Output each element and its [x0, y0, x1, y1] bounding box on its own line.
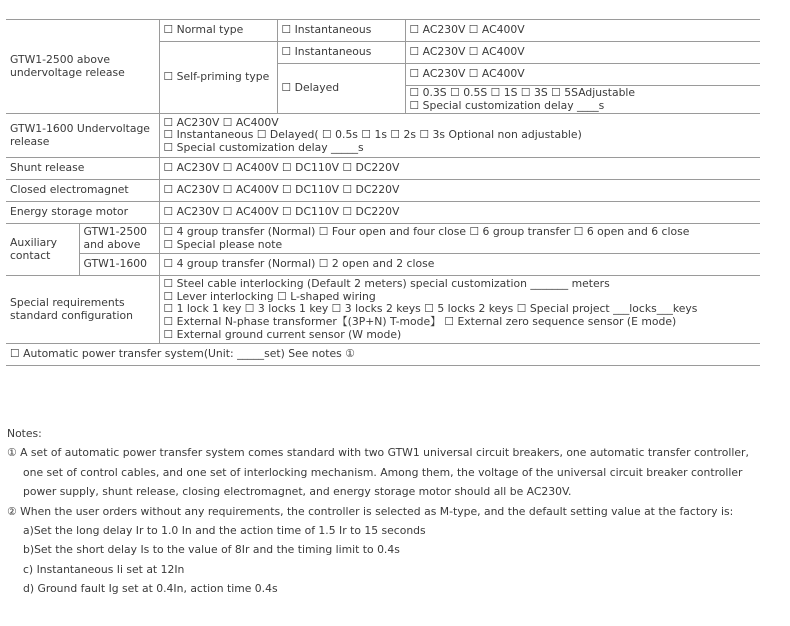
automatic-power-transfer-option[interactable]: ☐ Automatic power transfer system(Unit: _____set) See notes ① [6, 344, 760, 366]
delay-custom[interactable]: ☐ Special customization delay ____s [409, 98, 605, 112]
special-requirements-options [159, 276, 760, 344]
normal-type-checkbox[interactable]: ☐ Normal type [159, 20, 277, 42]
special-line[interactable]: ☐ 1 lock 1 key ☐ 3 locks 1 key ☐ 3 locks 2 keys ☐ 5 locks 2 keys ☐ Special project ___locks___keys [163, 302, 698, 316]
self-priming-delayed-checkbox[interactable]: ☐ Delayed [277, 64, 405, 114]
closed-electromagnet-label: Closed electromagnet [6, 180, 159, 202]
row-gtw1600 [6, 114, 760, 158]
auxiliary-2500-line2[interactable]: ☐ Special please note [163, 237, 283, 251]
special-line[interactable]: ☐ External ground current sensor (W mode) [163, 327, 402, 341]
auxiliary-model-2500: GTW1-2500 and above [79, 224, 159, 254]
auxiliary-2500-options [159, 224, 760, 254]
normal-voltage-options[interactable]: ☐ AC230V ☐ AC400V [405, 20, 760, 42]
self-priming-delay-voltage[interactable]: ☐ AC230V ☐ AC400V [405, 64, 760, 86]
delay-times[interactable]: ☐ 0.3S ☐ 0.5S ☐ 1S ☐ 3S ☐ 5SAdjustable [409, 86, 636, 99]
normal-instantaneous-checkbox[interactable]: ☐ Instantaneous [277, 20, 405, 42]
auxiliary-contact-label: Auxiliary contact [6, 224, 79, 276]
self-priming-type-checkbox[interactable]: ☐ Self-priming type [159, 42, 277, 114]
auxiliary-1600-options[interactable]: ☐ 4 group transfer (Normal) ☐ 2 open and 2 close [159, 254, 760, 276]
special-requirements-label: Special requirements standard configuration [6, 276, 159, 344]
self-priming-inst-voltage[interactable]: ☐ AC230V ☐ AC400V [405, 42, 760, 64]
delay-time-options [405, 86, 760, 114]
row-closed-electromagnet [6, 180, 760, 202]
note-1-line-3: power supply, shunt release, closing electromagnet, and energy storage motor should all be AC230V. [23, 485, 572, 499]
special-line[interactable]: ☐ Lever interlocking ☐ L-shaped wiring [163, 289, 376, 303]
gtw2500-label: GTW1-2500 above undervoltage release [6, 20, 159, 114]
note-2-line-1: ② When the user orders without any requirements, the controller is selected as M-type, and the default setting value at the factory is: [7, 504, 734, 518]
row-shunt-release [6, 158, 760, 180]
special-line[interactable]: ☐ Steel cable interlocking (Default 2 meters) special customization _______ meters [163, 277, 610, 291]
row-automatic-power-transfer [6, 344, 760, 366]
gtw1600-label: GTW1-1600 Undervoltage release [6, 114, 159, 158]
notes-section [7, 424, 767, 599]
auxiliary-2500-line1[interactable]: ☐ 4 group transfer (Normal) ☐ Four open and four close ☐ 6 group transfer ☐ 6 open and 6 close [163, 225, 690, 239]
row-auxiliary-1600 [6, 254, 760, 276]
notes-title: Notes: [7, 427, 42, 440]
gtw1600-mode[interactable]: ☐ Instantaneous ☐ Delayed( ☐ 0.5s ☐ 1s ☐ 2s ☐ 3s Optional non adjustable) [163, 128, 582, 142]
energy-storage-motor-options[interactable]: ☐ AC230V ☐ AC400V ☐ DC110V ☐ DC220V [159, 202, 760, 224]
row-auxiliary-2500 [6, 224, 760, 254]
row-energy-storage-motor [6, 202, 760, 224]
gtw1600-options [159, 114, 760, 158]
special-line[interactable]: ☐ External N-phase transformer【(3P+N) T-mode】 ☐ External zero sequence sensor (E mode) [163, 314, 677, 328]
note-1-line-2: one set of control cables, and one set of interlocking mechanism. Among them, the voltage of the universal circuit breaker controller [23, 465, 743, 479]
energy-storage-motor-label: Energy storage motor [6, 202, 159, 224]
note-2-item-d: d) Ground fault Ig set at 0.4In, action time 0.4s [23, 582, 278, 596]
row-special-requirements [6, 276, 760, 344]
gtw1600-voltage[interactable]: ☐ AC230V ☐ AC400V [163, 115, 279, 129]
gtw1600-custom-delay[interactable]: ☐ Special customization delay _____s [163, 140, 364, 154]
spec-sheet [6, 19, 760, 366]
note-2-item-a: a)Set the long delay Ir to 1.0 In and the action time of 1.5 Ir to 15 seconds [23, 524, 426, 538]
shunt-release-label: Shunt release [6, 158, 159, 180]
note-2-item-b: b)Set the short delay Is to the value of 8Ir and the timing limit to 0.4s [23, 543, 400, 557]
note-2-item-c: c) Instantaneous Ii set at 12In [23, 562, 185, 576]
option-table [6, 19, 760, 366]
closed-electromagnet-options[interactable]: ☐ AC230V ☐ AC400V ☐ DC110V ☐ DC220V [159, 180, 760, 202]
self-priming-instantaneous-checkbox[interactable]: ☐ Instantaneous [277, 42, 405, 64]
row-gtw2500-normal [6, 20, 760, 42]
auxiliary-model-1600: GTW1-1600 [79, 254, 159, 276]
note-1-line-1: ① A set of automatic power transfer system comes standard with two GTW1 universal circuit breakers, one automatic transfer controller, [7, 446, 749, 460]
shunt-release-options[interactable]: ☐ AC230V ☐ AC400V ☐ DC110V ☐ DC220V [159, 158, 760, 180]
